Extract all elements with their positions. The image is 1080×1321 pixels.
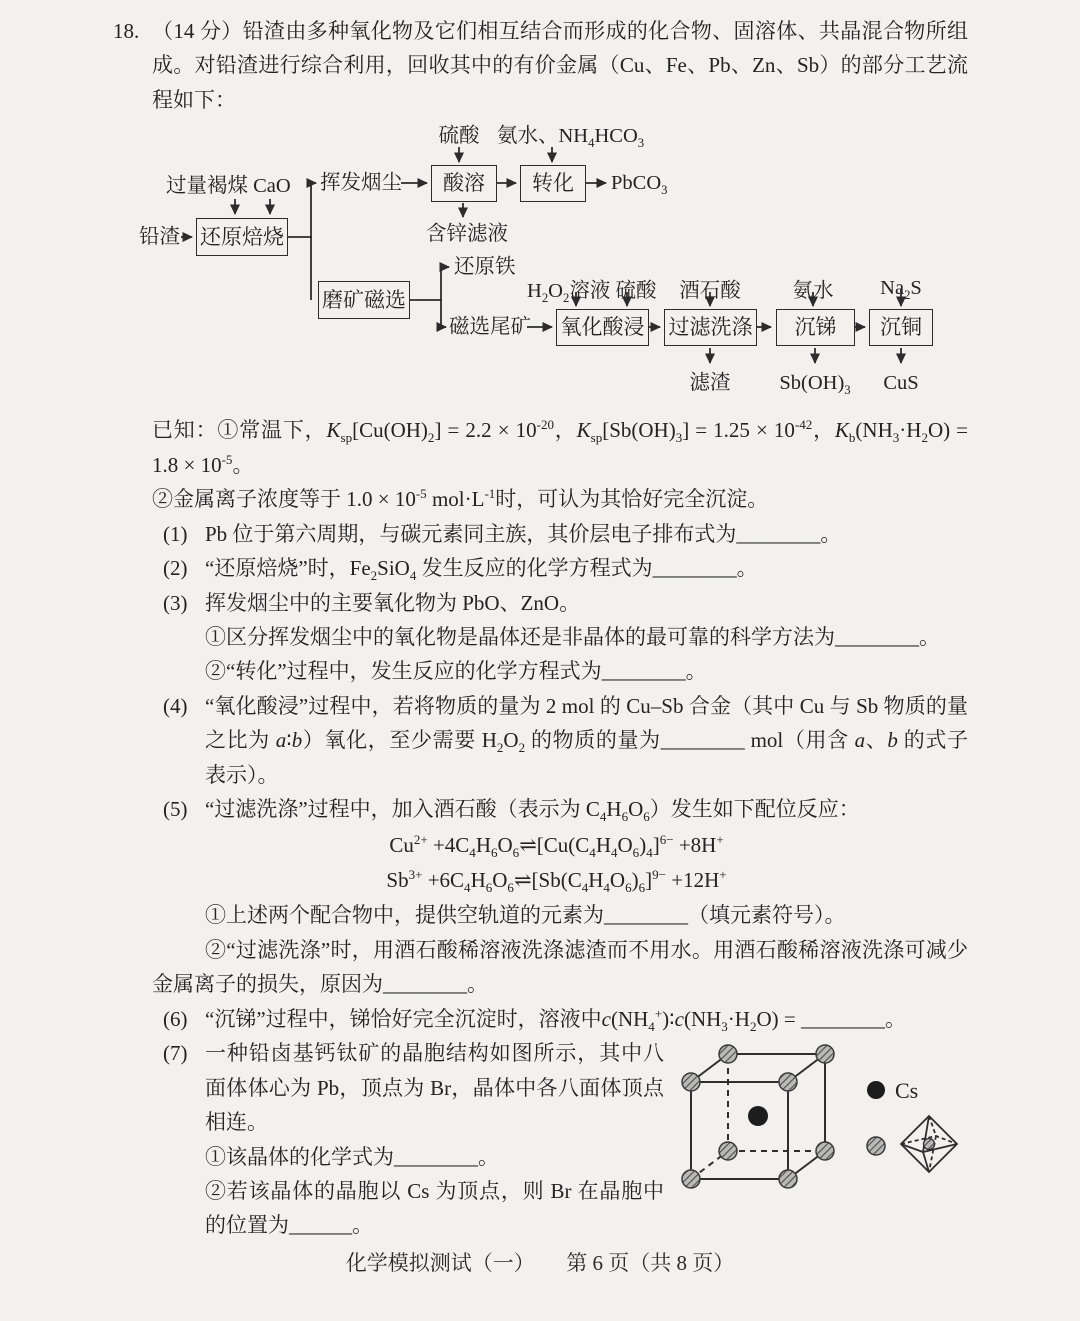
process-flowchart [0, 119, 1080, 407]
flow-label-lead-slag: 铅渣 [139, 226, 180, 249]
flow-label-tartaric-acid: 酒石酸 [679, 280, 741, 303]
item-text: 一种铅卤基钙钛矿的晶胞结构如图所示，其中八面体体心为 Pb，顶点为 Br，晶体中各八面体顶点相连。 [205, 1041, 664, 1135]
page-footer: 化学模拟测试（一） 第 6 页（共 8 页） [345, 1251, 735, 1275]
flow-label-pbco3: PbCO$_3$ [611, 172, 668, 198]
question-number: 18. [113, 19, 140, 43]
known-conditions-1: 已知：①常温下，$K_{sp}[Cu(OH)_2] = 2.2 \times 10^{-20}$，$K_{sp}[Sb(OH)_3] = 1.25 \times 10^{-42}$，$K_b(NH_3\cdot H_2O) = 1.8 \times 10^{-5}$。 [152, 417, 969, 477]
item-text: “沉锑”过程中，锑恰好完全沉淀时，溶液中$c(NH_4^+)∶c(NH_3\cdot H_2O)$ = ________。 [205, 1005, 906, 1034]
question-item-7 [163, 1036, 968, 1243]
unit-cell-figure [676, 1040, 968, 1196]
question-item-4 [163, 689, 968, 792]
item-number: (1) [163, 521, 188, 546]
process-box-reduction-roasting: 还原焙烧 [196, 218, 288, 256]
flow-label-sboh3: $Sb(OH)_3$ [779, 372, 851, 398]
question-item-3 [163, 586, 968, 689]
flow-label-cus: CuS [883, 372, 919, 395]
item-text: “还原焙烧”时，$Fe_2SiO_4$ 发生反应的化学方程式为________。 [205, 556, 758, 584]
question-intro: （14 分）铅渣由多种氧化物及它们相互结合而形成的化合物、固溶体、共晶混合物所组成。对铅渣进行综合利用，回收其中的有价金属（Cu、Fe、Pb、Zn、Sb）的部分工艺流程如下： [152, 19, 968, 112]
process-box-grinding-magnetic: 磨矿磁选 [318, 281, 410, 319]
flowchart-connectors [0, 119, 1080, 407]
item-text: Pb 位于第六周期，与碳元素同主族，其价层电子排布式为________。 [205, 521, 842, 546]
legend-octahedron [901, 1116, 957, 1172]
item-subtext-2: ②“转化”过程中，发生反应的化学方程式为________。 [205, 659, 707, 684]
legend-cs-dot [867, 1081, 885, 1099]
item-text: “过滤洗涤”过程中，加入酒石酸（表示为 $C_4H_6O_6$）发生如下配位反应： [205, 797, 860, 825]
item-number: (5) [163, 797, 188, 822]
item-subtext-1: ①区分挥发烟尘中的氧化物是晶体还是非晶体的最可靠的科学方法为________。 [205, 624, 940, 649]
flow-label-ammonia-bicarbonate: 氨水、$NH_4HCO_3$ [497, 125, 645, 151]
flow-label-magnetic-tailings: 磁选尾矿 [449, 316, 531, 339]
known-conditions-2: ②金属离子浓度等于 $1.0 \times 10^{-5}$ $mol\cdot L^{-1}$时，可认为其恰好完全沉淀。 [152, 486, 769, 512]
coordination-equation-1: $Cu^{2+}$ $+4C_4H_6O_6\rightleftharpoons[Cu(C_4H_4O_6)_4]^{6-} +8H^+$ [389, 831, 724, 860]
item-subtext-1: ①该晶体的化学式为________。 [205, 1144, 499, 1169]
question-item-5 [152, 792, 968, 1002]
flow-label-h2o2-sulfuric: $H_2O_2$溶液 硫酸 [527, 280, 657, 306]
item-text: 挥发烟尘中的主要氧化物为 PbO、ZnO。 [205, 590, 581, 615]
process-box-oxidative-acid-leach: 氧化酸浸 [556, 309, 649, 346]
question-item-6 [163, 1002, 968, 1036]
item-text: “氧化酸浸”过程中，若将物质的量为 2 mol 的 Cu–Sb 合金（其中 Cu 与 Sb 物质的量之比为 a∶b）氧化，至少需要 $H_2O_2$ 的物质的量为________ mol（用含 a、b 的式子表示）。 [205, 693, 969, 787]
item-subtext-2: ②若该晶体的晶胞以 Cs 为顶点，则 Br 在晶胞中的位置为______。 [205, 1178, 664, 1238]
process-box-conversion: 转化 [520, 165, 586, 202]
item-number: (2) [163, 556, 188, 581]
process-box-precipitate-cu: 沉铜 [869, 309, 933, 346]
flow-label-ammonia: 氨水 [792, 280, 834, 303]
question-item-2 [163, 551, 968, 585]
flow-label-excess-coal-cao: 过量褐煤 CaO [166, 175, 291, 198]
process-box-filter-wash: 过滤洗涤 [664, 309, 757, 346]
coordination-equation-2: $Sb^{3+}$ $+6C_4H_6O_6\rightleftharpoons[Sb(C_4H_4O_6)_6]^{9-} +12H^+$ [386, 867, 727, 896]
flow-label-filter-residue: 滤渣 [689, 372, 731, 395]
flow-label-zinc-filtrate: 含锌滤液 [426, 223, 508, 246]
item-subtext-2: ②“过滤洗涤”时，用酒石酸稀溶液洗涤滤渣而不用水。用酒石酸稀溶液洗涤可减少金属离子的损失，原因为________。 [152, 937, 968, 997]
item-number: (3) [163, 590, 188, 615]
process-box-acid-dissolution: 酸溶 [431, 165, 497, 202]
cs-center-atom [748, 1106, 768, 1126]
question-item-1 [163, 517, 968, 551]
flow-label-sulfuric-acid: 硫酸 [438, 125, 480, 148]
item-number: (7) [163, 1041, 188, 1066]
legend-cs-label: Cs [895, 1078, 919, 1104]
question-body [0, 407, 1080, 1243]
flow-label-volatile-dust: 挥发烟尘 [320, 172, 402, 195]
flow-label-reduced-iron: 还原铁 [454, 256, 516, 279]
legend-octahedron-dot [867, 1137, 885, 1155]
process-box-precipitate-sb: 沉锑 [776, 309, 855, 346]
question-18-header [0, 0, 1080, 117]
flow-label-na2s: $Na_2S$ [880, 277, 922, 303]
item-subtext-1: ①上述两个配合物中，提供空轨道的元素为________（填元素符号）。 [205, 903, 846, 928]
item-number: (4) [163, 693, 188, 718]
item-number: (6) [163, 1006, 188, 1031]
